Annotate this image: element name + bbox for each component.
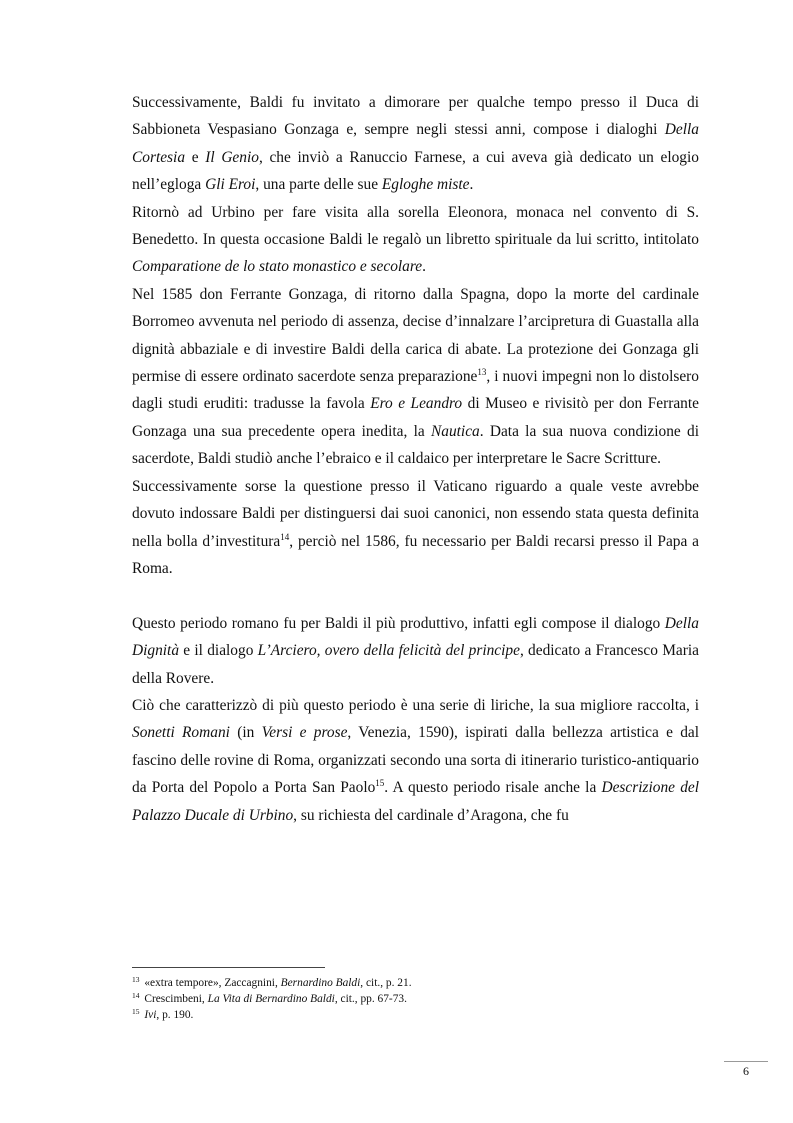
text-run: . A questo periodo risale anche la [384, 779, 602, 797]
italic-text: Bernardino Baldi [280, 977, 361, 989]
text-run: di Museo e rivisitò per don Ferrante Gonzaga una sua precedente opera inedita, la [132, 395, 699, 440]
footnote-15 [132, 1007, 692, 1023]
text-run: Successivamente sorse la questione presso il Vaticano riguardo a quale veste avrebbe dovuto indossare Baldi per distinguersi dai suoi canonici, non essendo stata questa definita nella bolla d’investitura [132, 477, 699, 550]
italic-text: Della Dignità [132, 614, 699, 660]
text-run: (in [229, 724, 262, 742]
text-run: , una parte delle sue [255, 176, 382, 194]
footnote-14 [132, 991, 692, 1007]
footnote-ref: 14 [280, 531, 290, 542]
text-run: , dedicato a Francesco Maria della Rovere. [132, 642, 699, 687]
italic-text: Descrizione del Palazzo Ducale di Urbino [132, 779, 700, 824]
italic-text: Versi e prose [261, 724, 348, 742]
text-run: , cit., pp. 67-73. [334, 993, 407, 1005]
paragraph-4 [132, 473, 699, 583]
text-run: Questo periodo romano fu per Baldi il più produttivo, infatti egli compose il dialogo [132, 614, 665, 632]
italic-text: Nautica [430, 422, 480, 440]
italic-text: Sonetti Romani [132, 724, 230, 742]
footnote-ref: 13 [477, 367, 487, 378]
footnote-ref: 13 [132, 975, 140, 984]
text-run: , su richiesta del cardinale d’Aragona, che fu [293, 806, 569, 824]
text-run: , p. 190. [156, 1009, 194, 1021]
footnote-13 [132, 975, 692, 991]
text-run: e [185, 148, 206, 166]
italic-text: Il Genio [205, 148, 259, 166]
italic-text: Ivi [144, 1009, 157, 1021]
italic-text: Della Cortesia [132, 121, 699, 166]
italic-text: Comparatione de lo stato monastico e secolare [132, 258, 423, 276]
paragraph-1 [132, 89, 699, 199]
text-run: Ritornò ad Urbino per fare visita alla sorella Eleonora, monaca nel convento di S. Benedetto. In questa occasione Baldi le regalò un libretto spirituale da lui scritto, intitolato [132, 203, 699, 249]
paragraph-3 [132, 281, 699, 473]
text-run: Nel 1585 don Ferrante Gonzaga, di ritorno dalla Spagna, dopo la morte del cardinale Borromeo avvenuta nel periodo di assenza, decise d’innalzare l’arcipretura di Guastalla alla dignità abbaziale e di investire Baldi della carica di abate. La protezione dei Gonzaga gli permise di essere ordinato sacerdote senza preparazione [132, 285, 699, 386]
footnote-ref: 14 [132, 991, 140, 1000]
text-run: . Data la sua nuova condizione di sacerdote, Baldi studiò anche l’ebraico e il caldaico per interpretare le Sacre Scritture. [132, 422, 699, 468]
italic-text: Egloghe miste [381, 176, 470, 194]
italic-text: Ero e Leandro [370, 395, 463, 413]
text-run: . [422, 258, 426, 276]
text-run: Crescimbeni, [141, 993, 208, 1005]
footnote-ref: 15 [375, 778, 385, 789]
text-run: Ciò che caratterizzò di più questo periodo è una serie di liriche, la sua migliore raccolta, i [132, 696, 699, 714]
text-run: , i nuovi impegni non lo distolsero dagli studi eruditi: tradusse la favola [132, 368, 699, 413]
page-number-rule [724, 1061, 768, 1062]
footnotes [132, 975, 692, 1023]
paragraph-6 [132, 692, 699, 829]
italic-text: La Vita di Bernardino Baldi [207, 993, 335, 1005]
body-text [132, 89, 699, 829]
text-run: , che inviò a Ranuccio Farnese, a cui aveva già dedicato un elogio nell’egloga [132, 148, 699, 194]
footnote-separator [132, 967, 325, 968]
text-run: Successivamente, Baldi fu invitato a dimorare per qualche tempo presso il Duca di Sabbioneta Vespasiano Gonzaga e, sempre negli stessi anni, compose i dialoghi [132, 94, 699, 139]
text-run: «extra tempore», Zaccagnini, [141, 977, 281, 989]
page-number: 6 [743, 1064, 749, 1078]
italic-text: L’Arciero, overo della felicità del principe [257, 642, 520, 660]
text-run: e il dialogo [179, 642, 258, 660]
italic-text: Gli Eroi [205, 176, 256, 194]
paragraph-5 [132, 610, 699, 692]
text-run: , cit., p. 21. [360, 977, 412, 989]
text-run: , Venezia, 1590), ispirati dalla bellezza artistica e dal fascino delle rovine di Roma, organizzati secondo una sorta di itinerario turistico-antiquario da Porta del Popolo a Porta San Paolo [132, 724, 699, 797]
footnote-ref: 15 [132, 1007, 140, 1016]
text-run: , perciò nel 1586, fu necessario per Baldi recarsi presso il Papa a Roma. [132, 532, 700, 577]
text-run: . [469, 176, 474, 194]
paragraph-2 [132, 199, 699, 281]
